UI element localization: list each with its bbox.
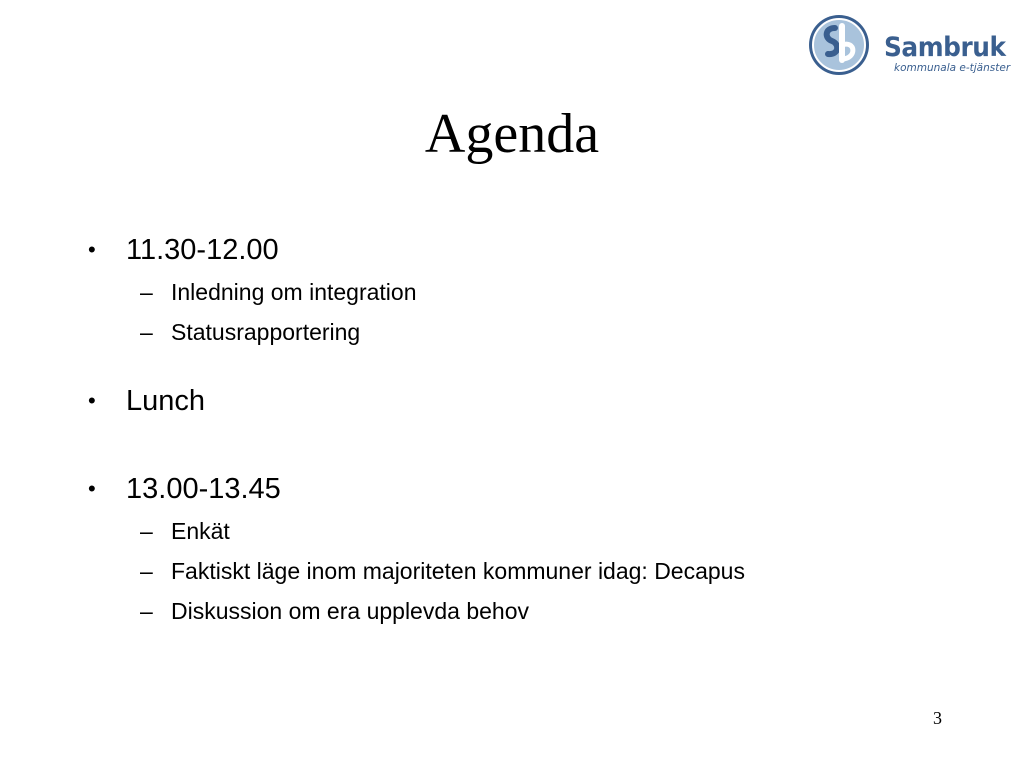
dash-icon: – xyxy=(140,598,153,624)
page-number: 3 xyxy=(933,708,942,728)
agenda-item-text: 11.30-12.00 xyxy=(126,234,279,266)
agenda-item xyxy=(88,228,968,272)
sambruk-logo xyxy=(808,14,1018,80)
agenda-item xyxy=(88,467,968,511)
agenda-subitem xyxy=(88,511,968,551)
agenda-subitem-text: Diskussion om era upplevda behov xyxy=(171,598,529,624)
bullet-icon: • xyxy=(88,476,96,501)
agenda-subitem xyxy=(88,591,968,631)
agenda-subitem-text: Faktiskt läge inom majoriteten kommuner idag: Decapus xyxy=(171,558,745,584)
agenda-subitem xyxy=(88,272,968,312)
dash-icon: – xyxy=(140,518,153,544)
agenda-item-text: 13.00-13.45 xyxy=(126,473,281,505)
agenda-subitem xyxy=(88,551,968,591)
bullet-icon: • xyxy=(88,237,96,262)
agenda-subitem-text: Inledning om integration xyxy=(171,279,417,305)
dash-icon: – xyxy=(140,279,153,305)
agenda-item-text: Lunch xyxy=(126,385,206,417)
dash-icon: – xyxy=(140,319,153,345)
sambruk-emblem-icon xyxy=(808,14,870,76)
dash-icon: – xyxy=(140,558,153,584)
agenda-subitem xyxy=(88,312,968,352)
agenda-item xyxy=(88,379,968,423)
slide-title: Agenda xyxy=(424,103,600,165)
agenda-list xyxy=(88,228,968,631)
agenda-subitem-text: Enkät xyxy=(171,518,230,544)
bullet-icon: • xyxy=(88,388,96,413)
logo-tagline: kommunala e-tjänster xyxy=(894,62,1011,74)
agenda-subitem-text: Statusrapportering xyxy=(171,319,361,345)
logo-name: Sambruk xyxy=(884,32,1006,63)
